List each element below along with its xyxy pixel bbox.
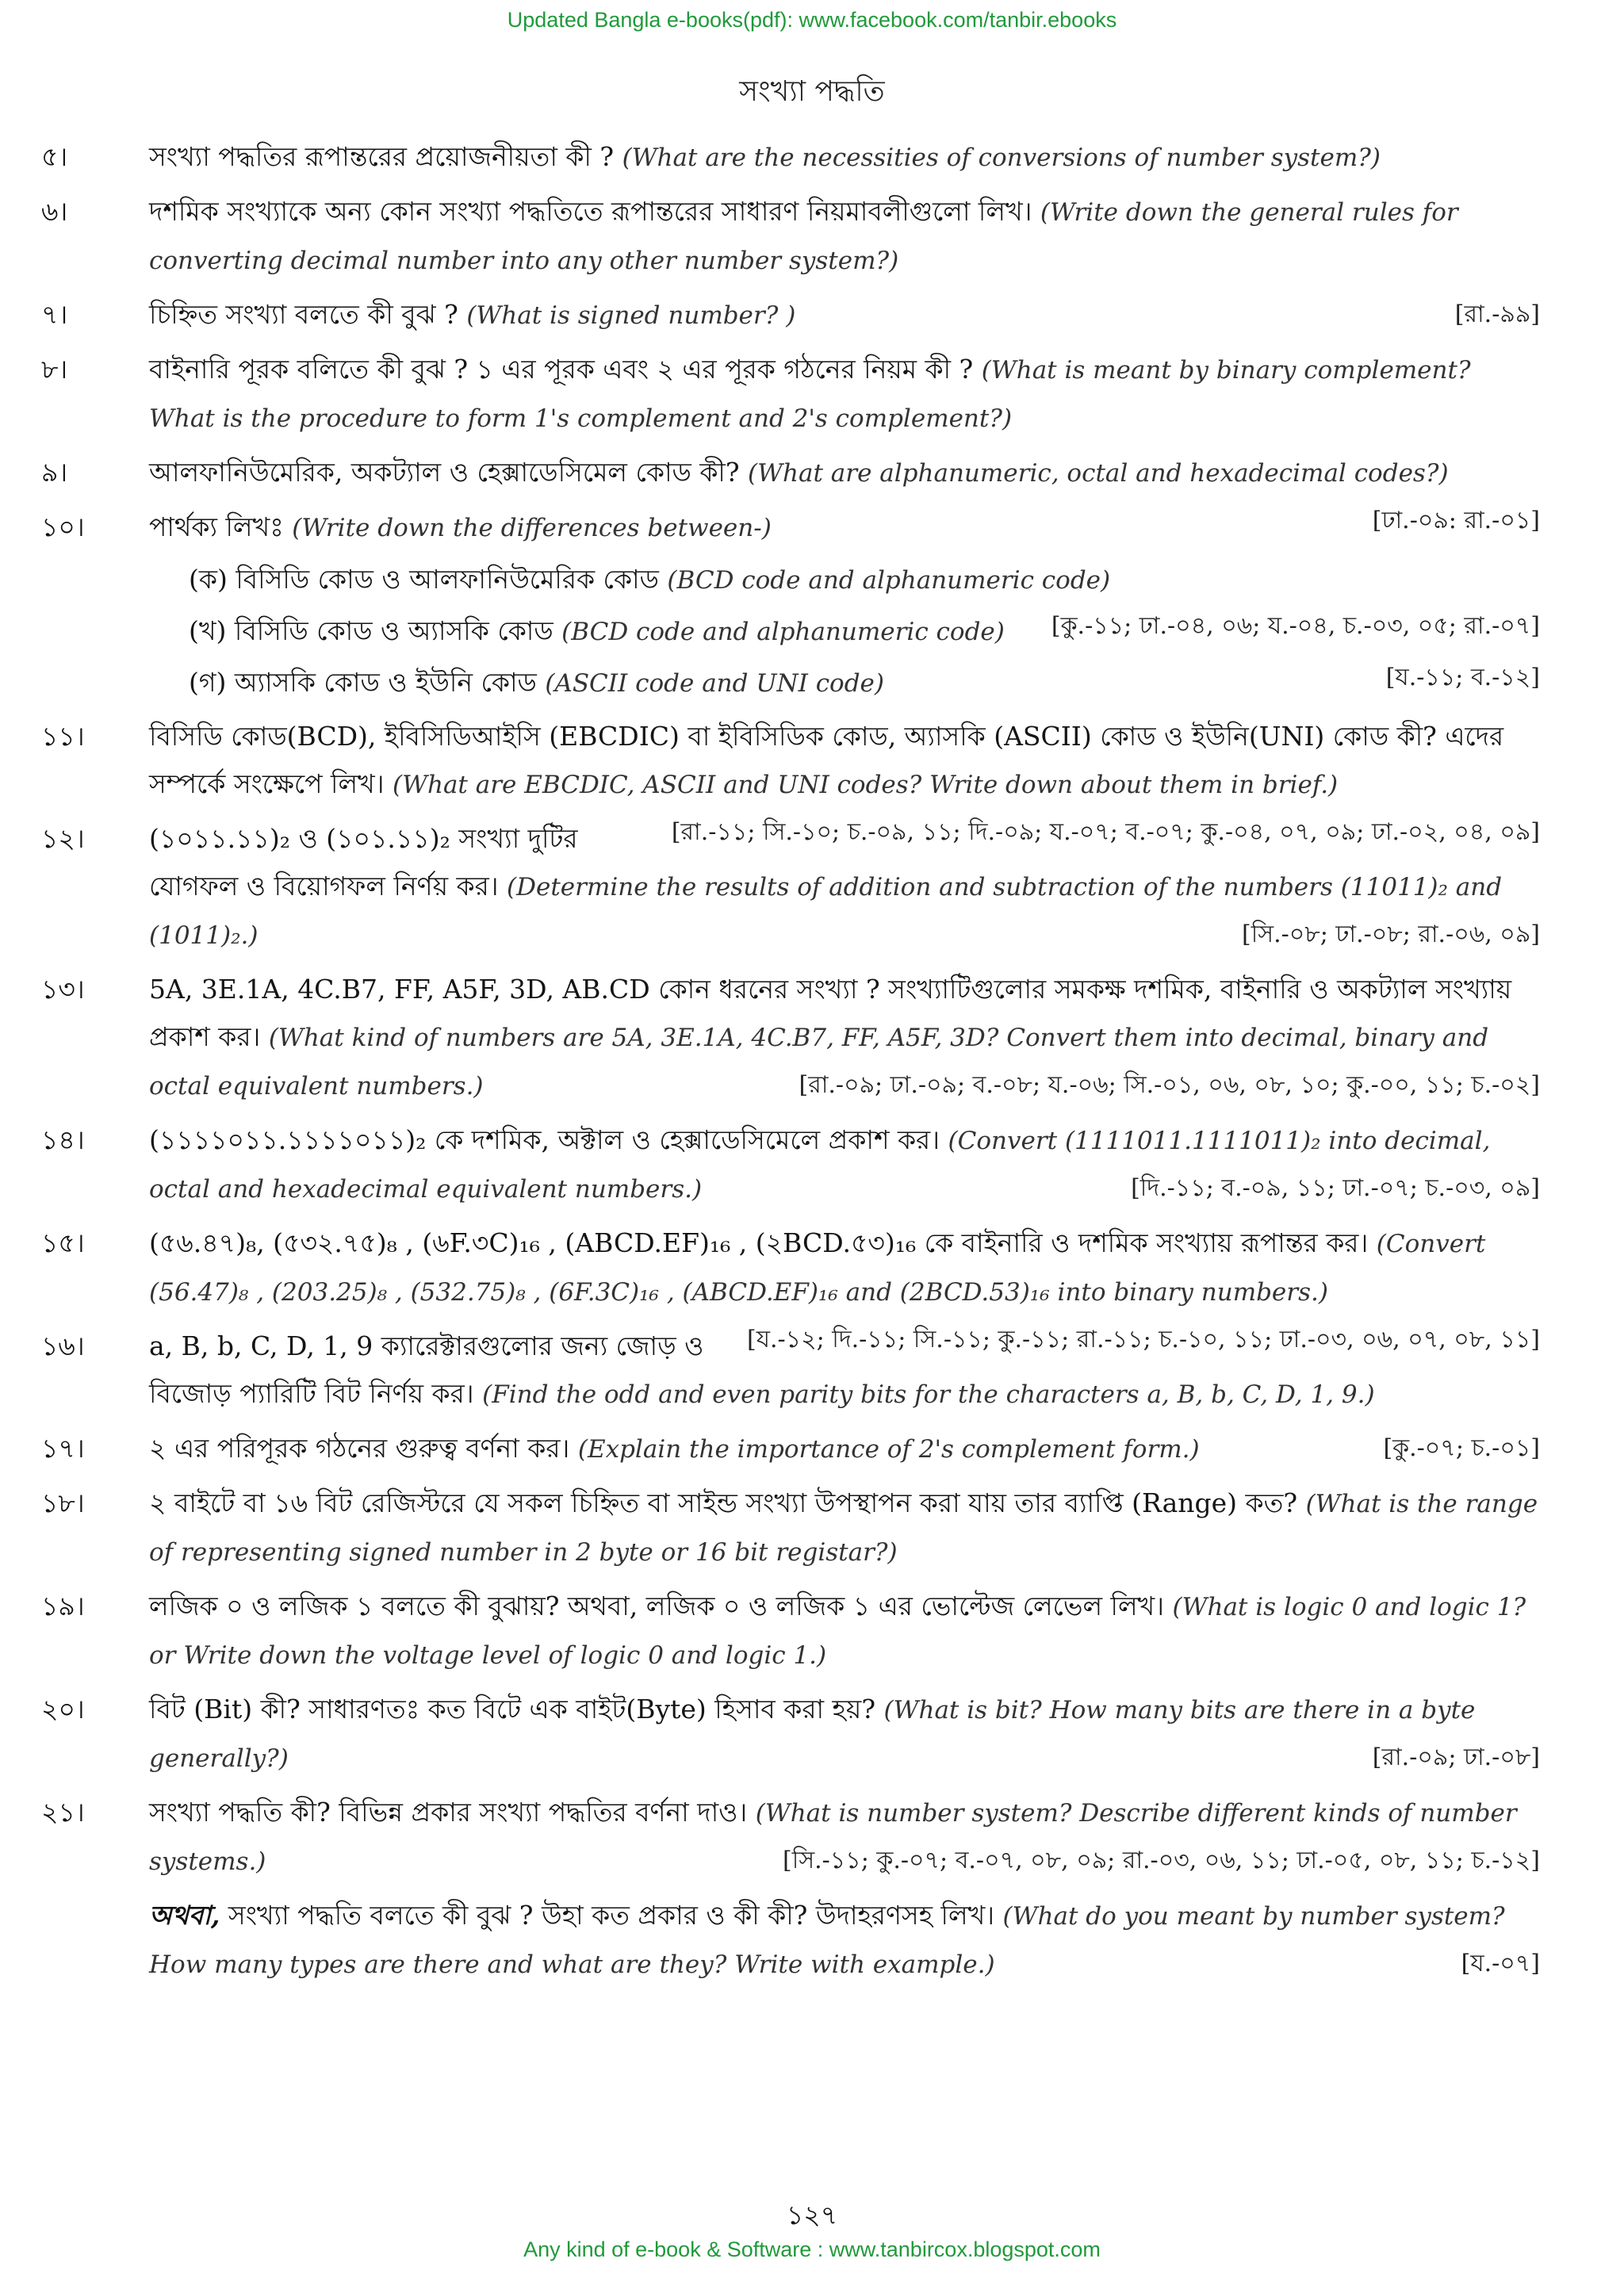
sub-question-label: (গ) অ্যাসকি কোড ও ইউনি কোড (189, 667, 537, 698)
question-body (149, 133, 1540, 182)
question-text-bangla: সংখ্যা পদ্ধতির রূপান্তরের প্রয়োজনীয়তা কী ? (149, 141, 615, 172)
question-number: ২১। (41, 1797, 85, 1828)
board-reference: [সি.-১১; কু.-০৭; ব.-০৭, ০৮, ০৯; রা.-০৩, ০৬, ১১; ঢা.-০৫, ০৮, ১১; চ.-১২] (783, 1847, 1540, 1874)
question-text-english: (What kind of numbers are 5A, 3E.1A, 4C.B7, FF, A5F, 3D? Convert them into decimal, binary and octal equivalent numbers.) (149, 1024, 1489, 1101)
question-number: ১৯। (41, 1591, 85, 1621)
question-item (41, 1323, 1540, 1418)
question-text-bangla: চিহ্নিত সংখ্যা বলতে কী বুঝ ? (149, 299, 458, 330)
question-body (149, 1686, 1540, 1782)
question-number: ১৭। (41, 1433, 85, 1464)
question-text-english: (What are EBCDIC, ASCII and UNI codes? Write down about them in brief.) (393, 771, 1339, 799)
question-item (41, 133, 1540, 182)
question-number: ৭। (41, 299, 68, 330)
question-text-english: (Find the odd and even parity bits for the characters a, B, b, C, D, 1, 9.) (482, 1380, 1375, 1409)
question-body (149, 291, 1540, 339)
question-body (149, 1789, 1540, 1885)
question-text-bangla: বিট (Bit) কী? সাধারণতঃ কত বিটে এক বাইট(Byte) হিসাব করা হয়? (149, 1694, 876, 1725)
question-body (149, 1116, 1540, 1213)
question-body (149, 966, 1540, 1110)
board-reference: [ঢা.-০৯: রা.-০১] (1372, 507, 1540, 534)
board-reference: [কু.-০৭; চ.-০১] (1383, 1434, 1540, 1462)
question-item (41, 1686, 1540, 1782)
question-body (149, 1323, 1540, 1418)
header-banner: Updated Bangla e-books(pdf): www.facebook.com/tanbir.ebooks (507, 8, 1117, 32)
question-number: ১১। (41, 721, 85, 752)
question-body (149, 1480, 1540, 1576)
question-text-bangla: ২ এর পরিপূরক গঠনের গুরুত্ব বর্ণনা কর। (149, 1433, 570, 1464)
question-item (41, 1425, 1540, 1473)
question-body (149, 188, 1540, 285)
alternative-question-body (149, 1892, 1540, 1989)
board-reference: [য.-০৭] (1461, 1950, 1540, 1977)
question-item (41, 1789, 1540, 1885)
question-number: ১৫। (41, 1227, 85, 1258)
question-text-bangla: সংখ্যা পদ্ধতি কী? বিভিন্ন প্রকার সংখ্যা পদ্ধতির বর্ণনা দাও। (149, 1797, 748, 1828)
question-item (41, 188, 1540, 285)
question-text-bangla: লজিক ০ ও লজিক ১ বলতে কী বুঝায়? অথবা, লজিক ০ ও লজিক ১ এর ভোল্টেজ লেভেল লিখ। (149, 1591, 1165, 1621)
question-text-english: (Convert (56.47)₈ , (203.25)₈ , (532.75)₈ , (6F.3C)₁₆ , (ABCD.EF)₁₆ and (2BCD.53)₁₆ into binary numbers.) (149, 1230, 1486, 1307)
question-item (41, 966, 1540, 1110)
footer-banner: Any kind of e-book & Software : www.tanbircox.blogspot.com (523, 2237, 1101, 2261)
question-text-bangla: a, B, b, C, D, 1, 9 ক্যারেক্টারগুলোর জন্য জোড় ও বিজোড় প্যারিটি বিট নির্ণয় কর। (149, 1330, 704, 1409)
question-number: ১৪। (41, 1124, 85, 1155)
page-number: ১২৭ (786, 2199, 838, 2230)
question-body (149, 815, 1540, 959)
sub-question-english: (BCD code and alphanumeric code) (667, 566, 1111, 595)
question-number: ৫। (41, 141, 68, 172)
board-reference: [সি.-০৮; ঢা.-০৮; রা.-০৬, ০৯] (1242, 921, 1540, 948)
question-number: ৯। (41, 457, 68, 488)
question-text-bangla: ২ বাইটে বা ১৬ বিট রেজিস্টরে যে সকল চিহ্নিত বা সাইন্ড সংখ্যা উপস্থাপন করা যায় তার ব্যাপ্তি (Range) কত? (149, 1487, 1298, 1518)
question-body (149, 713, 1540, 846)
question-number: ৮। (41, 354, 68, 385)
question-item (41, 1116, 1540, 1213)
board-reference: [য.-১২; দি.-১১; সি.-১১; কু.-১১; রা.-১১; চ.-১০, ১১; ঢা.-০৩, ০৬, ০৭, ০৮, ১১] (747, 1326, 1540, 1353)
board-reference: [রা.-৯৯] (1454, 300, 1540, 328)
question-number: ১৩। (41, 974, 85, 1005)
chapter-title: সংখ্যা পদ্ধতি (739, 75, 885, 108)
question-text-bangla: (৫৬.৪৭)₈, (৫৩২.৭৫)₈ , (৬F.৩C)₁₆ , (ABCD.EF)₁₆ , (২BCD.৫৩)₁₆ কে বাইনারি ও দশমিক সংখ্যায় রূপান্তর কর। (149, 1227, 1369, 1258)
alternative-prefix: অথবা, (149, 1900, 220, 1931)
question-text-bangla: সংখ্যা পদ্ধতি বলতে কী বুঝ ? উহা কত প্রকার ও কী কী? উদাহরণসহ লিখ। (228, 1900, 995, 1931)
sub-question (189, 660, 1540, 706)
question-item (41, 291, 1540, 339)
question-item (41, 503, 1540, 706)
question-body (149, 503, 1540, 706)
sub-question-english: (BCD code and alphanumeric code) (561, 618, 1005, 646)
board-reference: [রা.-০৯; ঢা.-০৮] (1372, 1744, 1540, 1771)
question-text-bangla: আলফানিউমেরিক, অকট্যাল ও হেক্সাডেসিমেল কোড কী? (149, 457, 740, 488)
board-reference: [দি.-১১; ব.-০৯, ১১; ঢা.-০৭; চ.-০৩, ০৯] (1131, 1174, 1540, 1202)
board-reference: [রা.-০৯; ঢা.-০৯; ব.-০৮; য.-০৬; সি.-০১, ০৬, ০৮, ১০; কু.-০০, ১১; চ.-০২] (799, 1071, 1540, 1099)
question-text-bangla: 5A, 3E.1A, 4C.B7, FF, A5F, 3D, AB.CD কোন ধরনের সংখ্যা ? সংখ্যাটিগুলোর সমকক্ষ দশমিক, বাইনারি ও অকট্যাল সংখ্যায় প্রকাশ কর। (149, 974, 1512, 1052)
board-reference: [রা.-১১; সি.-১০; চ.-০৯, ১১; দি.-০৯; য.-০৭; ব.-০৭; কু.-০৪, ০৭, ০৯; ঢা.-০২, ০৪, ০৯] (671, 818, 1540, 846)
question-body (149, 346, 1540, 442)
question-item (41, 1480, 1540, 1576)
question-text-english: (What is signed number? ) (466, 301, 796, 330)
question-text-english: (What is the range of representing signed number in 2 byte or 16 bit registar?) (149, 1490, 1538, 1567)
question-text-english: (Explain the importance of 2's complement form.) (577, 1435, 1200, 1464)
board-reference: [কু.-১১; ঢা.-০৪, ০৬; য.-০৪, চ.-০৩, ০৫; রা.-০৭] (1051, 612, 1540, 640)
question-body (149, 1219, 1540, 1353)
question-text-bangla: বিসিডি কোড(BCD), ইবিসিডিআইসি (EBCDIC) বা ইবিসিডিক কোড, অ্যাসকি (ASCII) কোড ও ইউনি(UNI) কোড কী? এদের সম্পর্কে সংক্ষেপে লিখ। (149, 721, 1504, 799)
question-item (41, 1583, 1540, 1679)
question-text-bangla: বাইনারি পূরক বলিতে কী বুঝ ? ১ এর পূরক এবং ২ এর পূরক গঠনের নিয়ম কী ? (149, 354, 974, 385)
question-number: ১৮। (41, 1487, 85, 1518)
question-body (149, 1425, 1540, 1473)
question-item (41, 346, 1540, 442)
question-number: ২০। (41, 1694, 85, 1725)
question-text-english: (What is bit? How many bits are there in a byte generally?) (149, 1696, 1476, 1773)
question-text-english: (Write down the general rules for converting decimal number into any other number system?) (149, 198, 1458, 275)
question-text-english: (What are the necessities of conversions of number system?) (622, 144, 1381, 172)
question-number: ১০। (41, 511, 85, 542)
question-text-bangla: দশমিক সংখ্যাকে অন্য কোন সংখ্যা পদ্ধতিতে রূপান্তরের সাধারণ নিয়মাবলীগুলো লিখ। (149, 196, 1032, 227)
question-text-bangla: (১১১১০১১.১১১১০১১)₂ কে দশমিক, অক্টাল ও হেক্সাডেসিমেলে প্রকাশ কর। (149, 1124, 940, 1155)
question-text-english: (What is meant by binary complement? What is the procedure to form 1's complement and 2's complement?) (149, 356, 1471, 433)
question-list (41, 133, 1540, 1995)
question-text-english: (Write down the differences between-) (292, 514, 772, 542)
alternative-question (41, 1892, 1540, 1989)
question-text-bangla: পার্থক্য লিখঃ (149, 511, 284, 542)
question-text-english: (What is logic 0 and logic 1? or Write down the voltage level of logic 0 and logic 1.) (149, 1593, 1526, 1670)
question-item (41, 815, 1540, 959)
question-number: ৬। (41, 196, 68, 227)
board-reference: [য.-১১; ব.-১২] (1385, 664, 1540, 691)
question-text-english: (Convert (1111011.1111011)₂ into decimal, octal and hexadecimal equivalent numbers.) (149, 1127, 1491, 1204)
sub-question-label: (খ) বিসিডি কোড ও অ্যাসকি কোড (189, 615, 553, 646)
question-number: ১২। (41, 823, 85, 854)
sub-question-label: (ক) বিসিডি কোড ও আলফানিউমেরিক কোড (189, 564, 659, 595)
question-text-english: (What do you meant by number system? How many types are there and what are they? Write with example.) (149, 1902, 1505, 1979)
question-text-english: (What is number system? Describe different kinds of number systems.) (149, 1799, 1517, 1876)
question-text-bangla: (১০১১.১১)₂ ও (১০১.১১)₂ সংখ্যা দুটির যোগফল ও বিয়োগফল নির্ণয় কর। (149, 823, 578, 901)
question-text-english: (Determine the results of addition and subtraction of the numbers (11011)₂ and (1011)₂.) (149, 873, 1503, 950)
question-body (149, 1583, 1540, 1679)
question-number: ১৬। (41, 1330, 85, 1361)
question-text-english: (What are alphanumeric, octal and hexadecimal codes?) (748, 459, 1449, 488)
sub-question-english: (ASCII code and UNI code) (545, 669, 885, 698)
